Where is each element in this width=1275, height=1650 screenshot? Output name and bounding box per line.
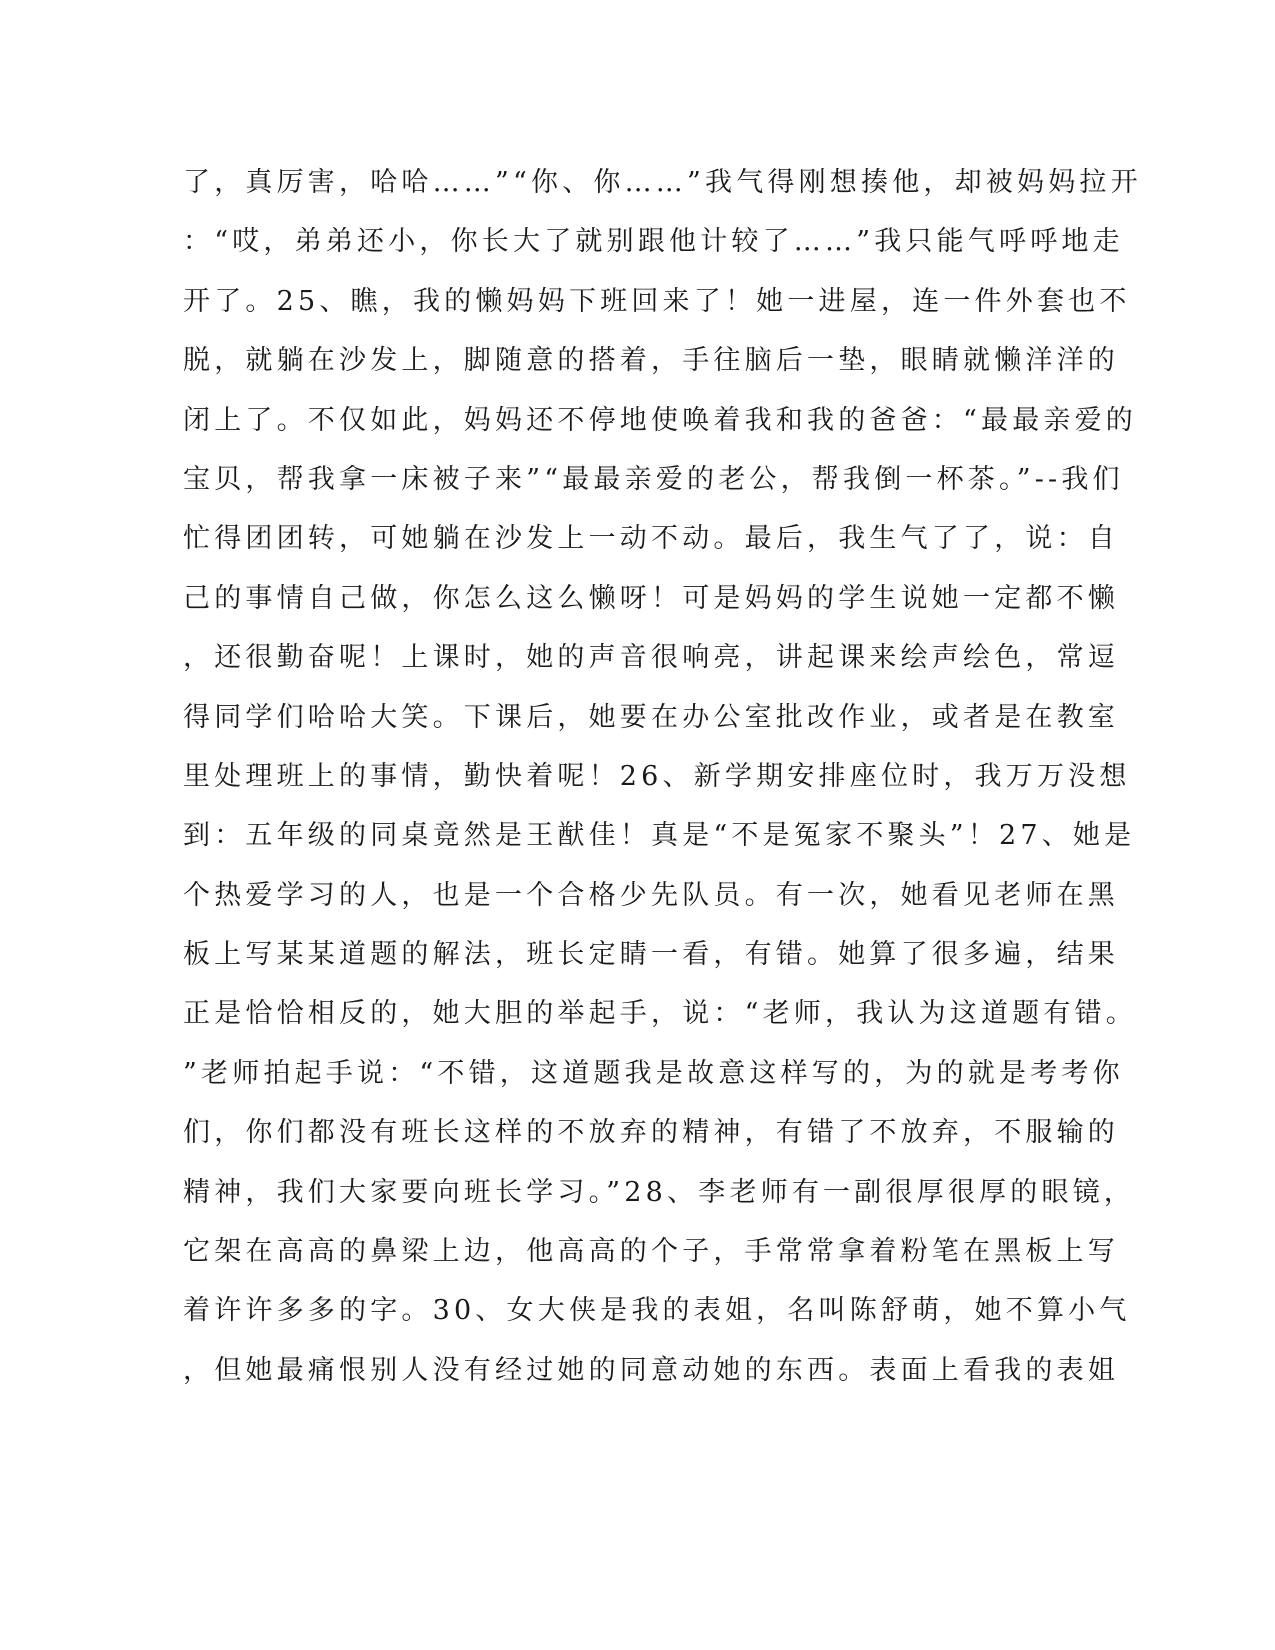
- text-line: 忙得团团转，可她躺在沙发上一动不动。最后，我生气了了，说：自: [183, 523, 1119, 555]
- text-line: 精神，我们大家要向班长学习。”28、李老师有一副很厚很厚的眼镜，: [183, 1176, 1136, 1208]
- text-line: 着许许多多的字。30、女大侠是我的表姐，名叫陈舒萌，她不算小气: [183, 1295, 1131, 1327]
- text-line: 宝贝，帮我拿一床被子来”“最最亲爱的老公，帮我倒一杯茶。”--我们: [183, 463, 1124, 495]
- text-line: 板上写某某道题的解法，班长定睛一看，有错。她算了很多遍，结果: [183, 939, 1119, 971]
- text-line: 己的事情自己做，你怎么这么懒呀！可是妈妈的学生说她一定都不懒: [183, 582, 1119, 614]
- text-line: 得同学们哈哈大笑。下课后，她要在办公室批改作业，或者是在教室: [183, 701, 1119, 733]
- text-line: ，还很勤奋呢！上课时，她的声音很响亮，讲起课来绘声绘色，常逗: [183, 642, 1119, 674]
- body-text: [183, 163, 1142, 1410]
- text-line: 了，真厉害，哈哈……”“你、你……”我气得刚想揍他，却被妈妈拉开: [183, 167, 1142, 198]
- text-line: 闭上了。不仅如此，妈妈还不停地使唤着我和我的爸爸：“最最亲爱的: [183, 404, 1138, 436]
- text-line: 们，你们都没有班长这样的不放弃的精神，有错了不放弃，不服输的: [183, 1117, 1119, 1149]
- text-line: ：“哎，弟弟还小，你长大了就别跟他计较了……”我只能气呼呼地走: [183, 226, 1124, 258]
- text-line: ，但她最痛恨别人没有经过她的同意动她的东西。表面上看我的表姐: [183, 1354, 1119, 1386]
- text-line: ”老师拍起手说：“不错，这道题我是故意这样写的，为的就是考考你: [183, 1057, 1124, 1089]
- text-line: 个热爱学习的人，也是一个合格少先队员。有一次，她看见老师在黑: [183, 879, 1119, 911]
- text-line: 脱，就躺在沙发上，脚随意的搭着，手往脑后一垫，眼睛就懒洋洋的: [183, 345, 1119, 377]
- text-line: 开了。25、瞧，我的懒妈妈下班回来了！她一进屋，连一件外套也不: [183, 285, 1131, 317]
- text-line: 到：五年级的同桌竟然是王猷佳！真是“不是冤家不聚头”！27、她是: [183, 820, 1136, 852]
- text-line: 它架在高高的鼻梁上边，他高高的个子，手常常拿着粉笔在黑板上写: [183, 1236, 1119, 1268]
- text-line: 里处理班上的事情，勤快着呢！26、新学期安排座位时，我万万没想: [183, 760, 1131, 792]
- text-line: 正是恰恰相反的，她大胆的举起手，说：“老师，我认为这道题有错。: [183, 998, 1138, 1030]
